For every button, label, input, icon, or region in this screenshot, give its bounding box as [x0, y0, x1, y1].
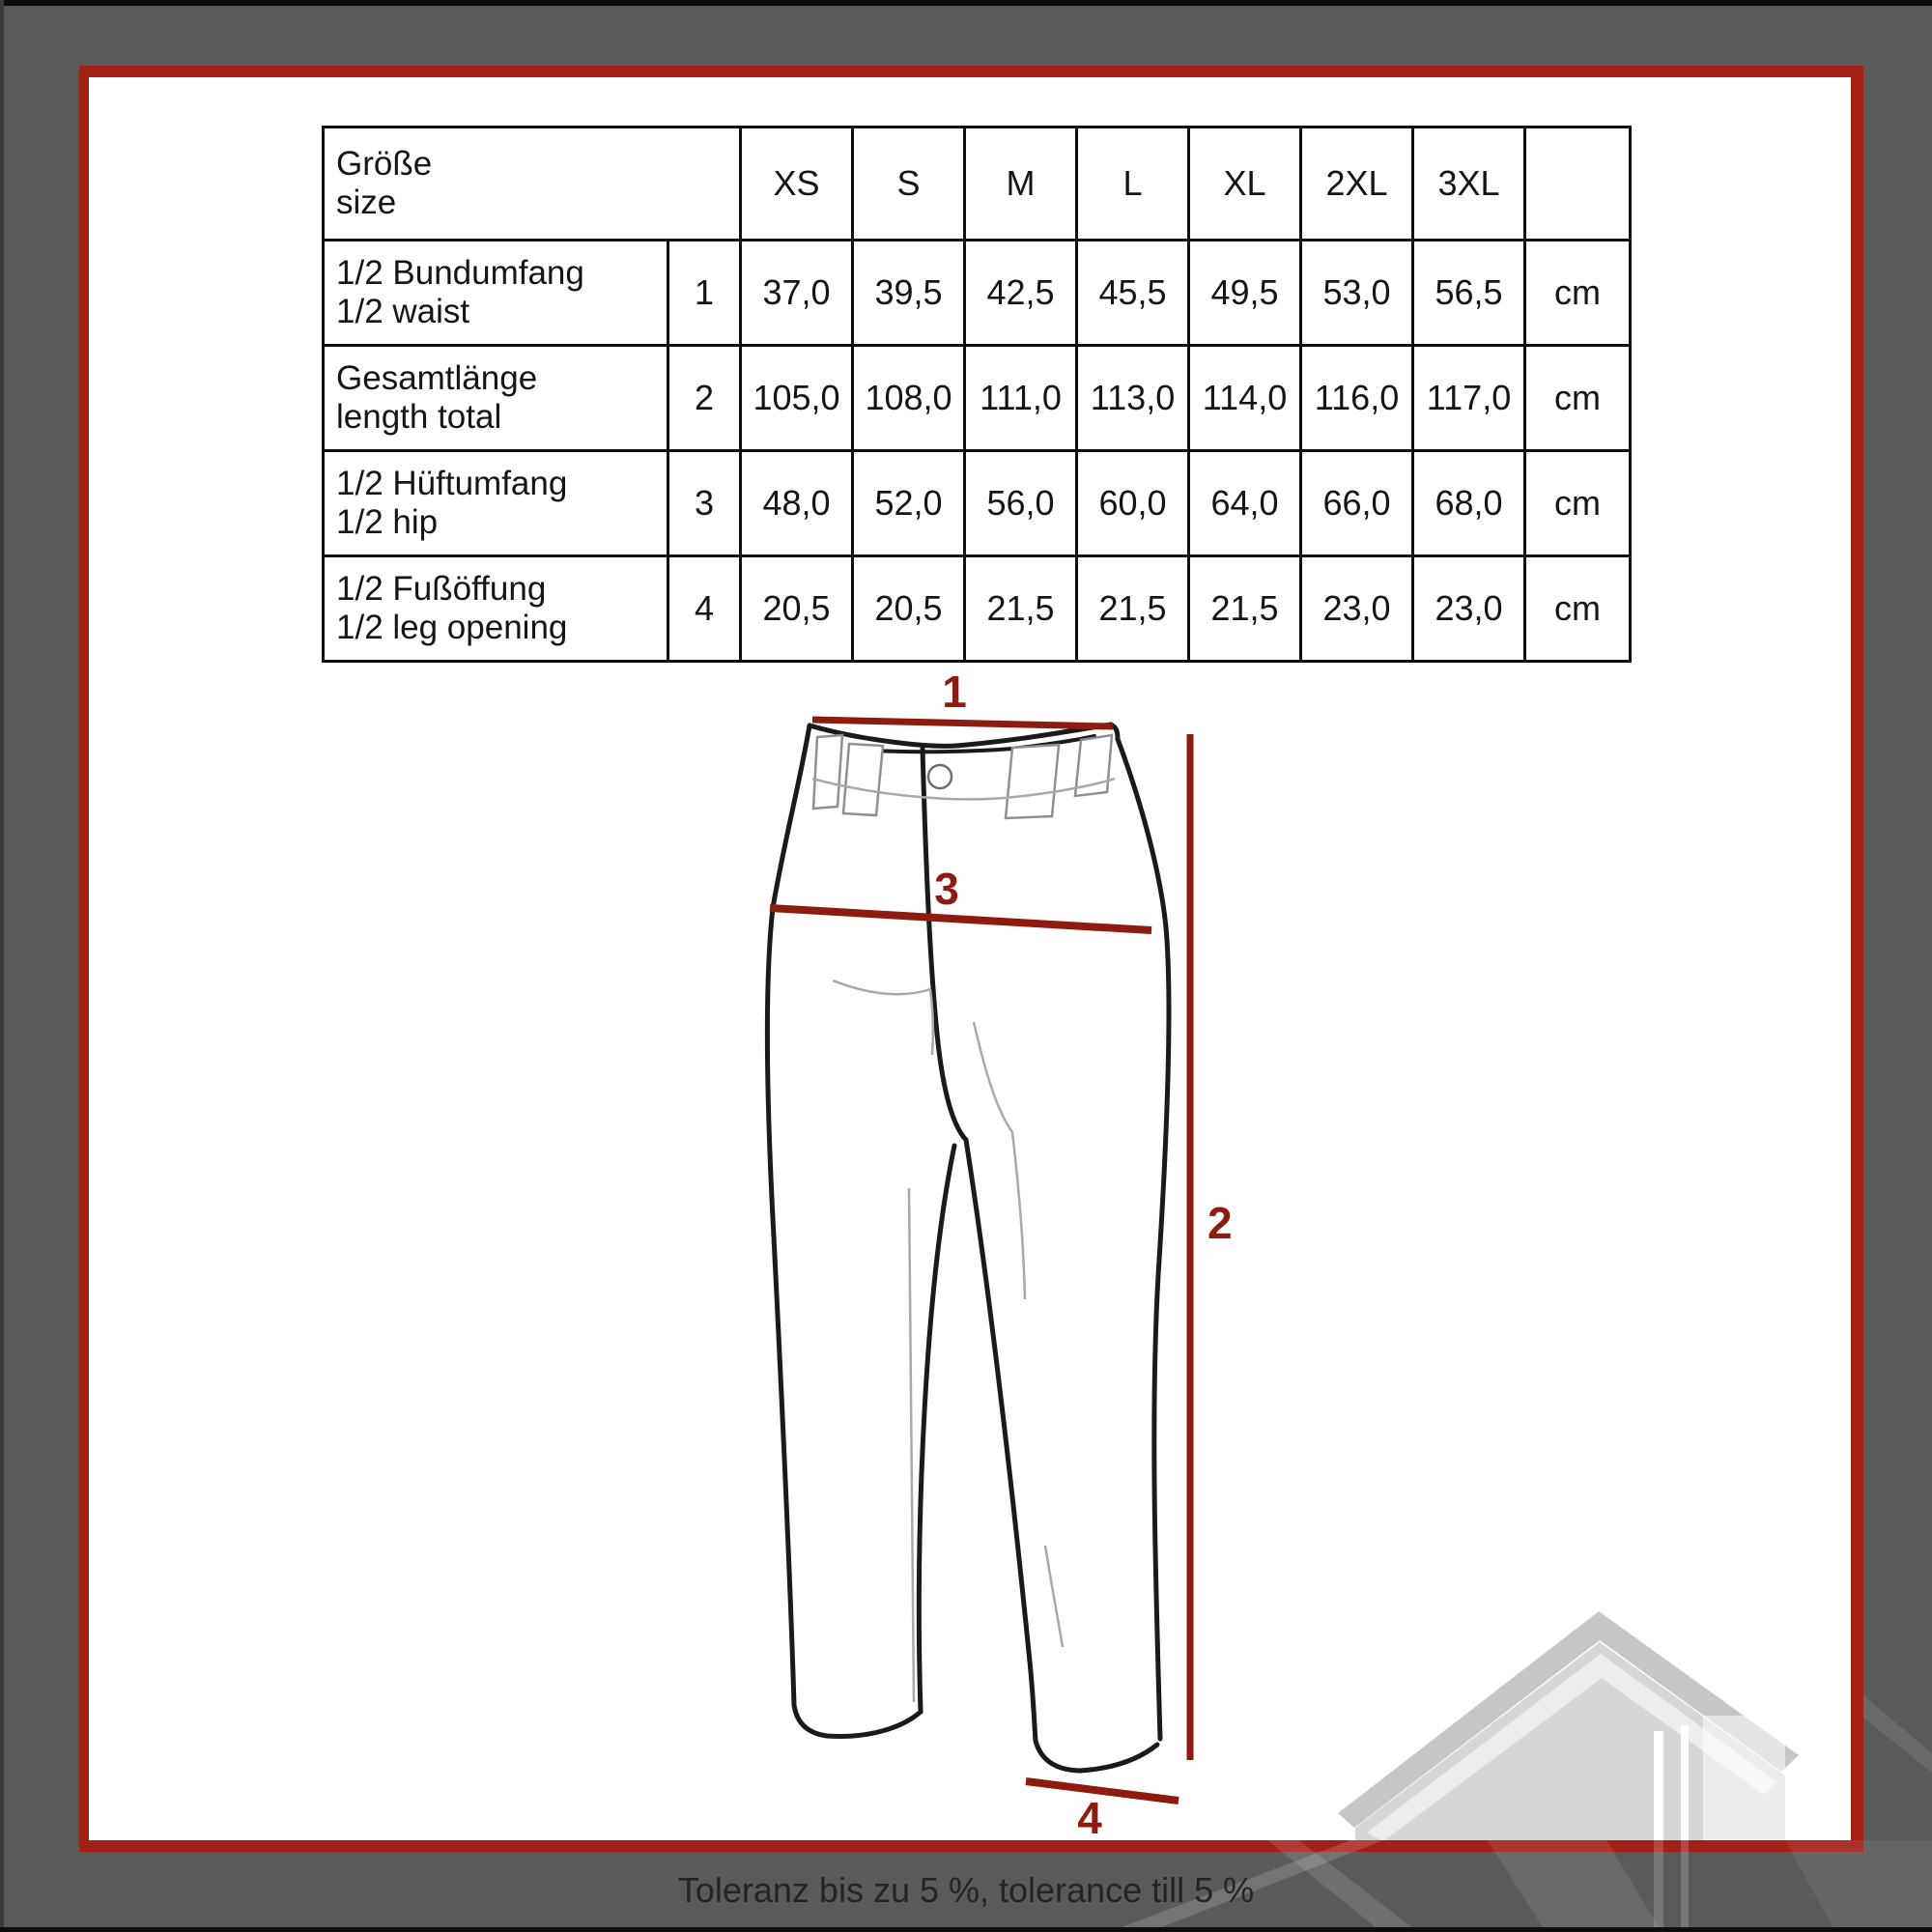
row-label: 1/2 Bundumfang 1/2 waist	[324, 241, 668, 346]
cell-value: 114,0	[1189, 346, 1301, 451]
row-number: 2	[668, 346, 741, 451]
row-label: Gesamtlänge length total	[324, 346, 668, 451]
row-label: 1/2 Fußöffung 1/2 leg opening	[324, 556, 668, 662]
row-number: 3	[668, 451, 741, 556]
cell-value: 45,5	[1077, 241, 1189, 346]
header-size-en: size	[336, 184, 397, 221]
table-row-leg-opening	[324, 556, 1631, 662]
row-number: 4	[668, 556, 741, 662]
measure-line-waist	[812, 720, 1113, 726]
bottom-edge-line	[0, 1927, 1932, 1932]
label-4: 4	[1077, 1793, 1102, 1843]
pants-diagram	[753, 671, 1275, 1860]
header-l: L	[1077, 128, 1189, 241]
cell-value: 56,0	[965, 451, 1077, 556]
cell-value: 53,0	[1301, 241, 1413, 346]
measure-line-hip	[770, 908, 1151, 930]
cell-value: 23,0	[1301, 556, 1413, 662]
tolerance-note: Toleranz bis zu 5 %, tolerance till 5 %	[677, 1870, 1255, 1910]
cell-unit: cm	[1525, 241, 1631, 346]
cell-value: 52,0	[853, 451, 965, 556]
header-2xl: 2XL	[1301, 128, 1413, 241]
seam-line	[974, 1022, 1012, 1132]
table-row-waist	[324, 241, 1631, 346]
cell-value: 116,0	[1301, 346, 1413, 451]
header-3xl: 3XL	[1413, 128, 1525, 241]
belt-loop	[1006, 745, 1059, 818]
cell-value: 37,0	[741, 241, 853, 346]
table-row-length	[324, 346, 1631, 451]
measure-line-leg-opening	[1026, 1781, 1179, 1801]
cell-value: 68,0	[1413, 451, 1525, 556]
cell-value: 117,0	[1413, 346, 1525, 451]
belt-loop	[813, 735, 842, 809]
button-icon	[928, 765, 952, 788]
header-xl: XL	[1189, 128, 1301, 241]
label-1: 1	[942, 671, 967, 717]
header-s: S	[853, 128, 965, 241]
cell-value: 111,0	[965, 346, 1077, 451]
header-size-cell	[324, 128, 741, 241]
cell-value: 21,5	[1077, 556, 1189, 662]
table-row-hip	[324, 451, 1631, 556]
label-2: 2	[1208, 1198, 1233, 1248]
cell-value: 20,5	[853, 556, 965, 662]
pocket-curve	[833, 980, 930, 994]
pants-outline	[767, 724, 1169, 1771]
header-size-de: Größe	[336, 145, 433, 184]
cell-value: 49,5	[1189, 241, 1301, 346]
belt-loop	[843, 744, 883, 815]
row-label: 1/2 Hüftumfang 1/2 hip	[324, 451, 668, 556]
cell-value: 56,5	[1413, 241, 1525, 346]
cell-value: 64,0	[1189, 451, 1301, 556]
cell-value: 108,0	[853, 346, 965, 451]
size-table	[322, 126, 1632, 663]
cell-value: 48,0	[741, 451, 853, 556]
cell-value: 105,0	[741, 346, 853, 451]
label-3: 3	[934, 864, 959, 914]
top-edge-line	[0, 0, 1932, 6]
header-m: M	[965, 128, 1077, 241]
cell-unit: cm	[1525, 451, 1631, 556]
row-number: 1	[668, 241, 741, 346]
cell-value: 39,5	[853, 241, 965, 346]
header-unit-cell	[1525, 128, 1631, 241]
seam-details	[812, 765, 1115, 1702]
measurement-lines	[770, 720, 1190, 1801]
cell-unit: cm	[1525, 346, 1631, 451]
cell-value: 21,5	[1189, 556, 1301, 662]
cell-value: 42,5	[965, 241, 1077, 346]
cell-value: 23,0	[1413, 556, 1525, 662]
seam-line	[1012, 1132, 1025, 1299]
cell-value: 21,5	[965, 556, 1077, 662]
cell-value: 66,0	[1301, 451, 1413, 556]
crease-line	[1045, 1546, 1063, 1647]
cell-value: 20,5	[741, 556, 853, 662]
cell-value: 60,0	[1077, 451, 1189, 556]
crease-line	[909, 1188, 914, 1702]
left-edge-line	[0, 0, 4, 1932]
table-header-row	[324, 128, 1631, 241]
cell-unit: cm	[1525, 556, 1631, 662]
cell-value: 113,0	[1077, 346, 1189, 451]
header-xs: XS	[741, 128, 853, 241]
